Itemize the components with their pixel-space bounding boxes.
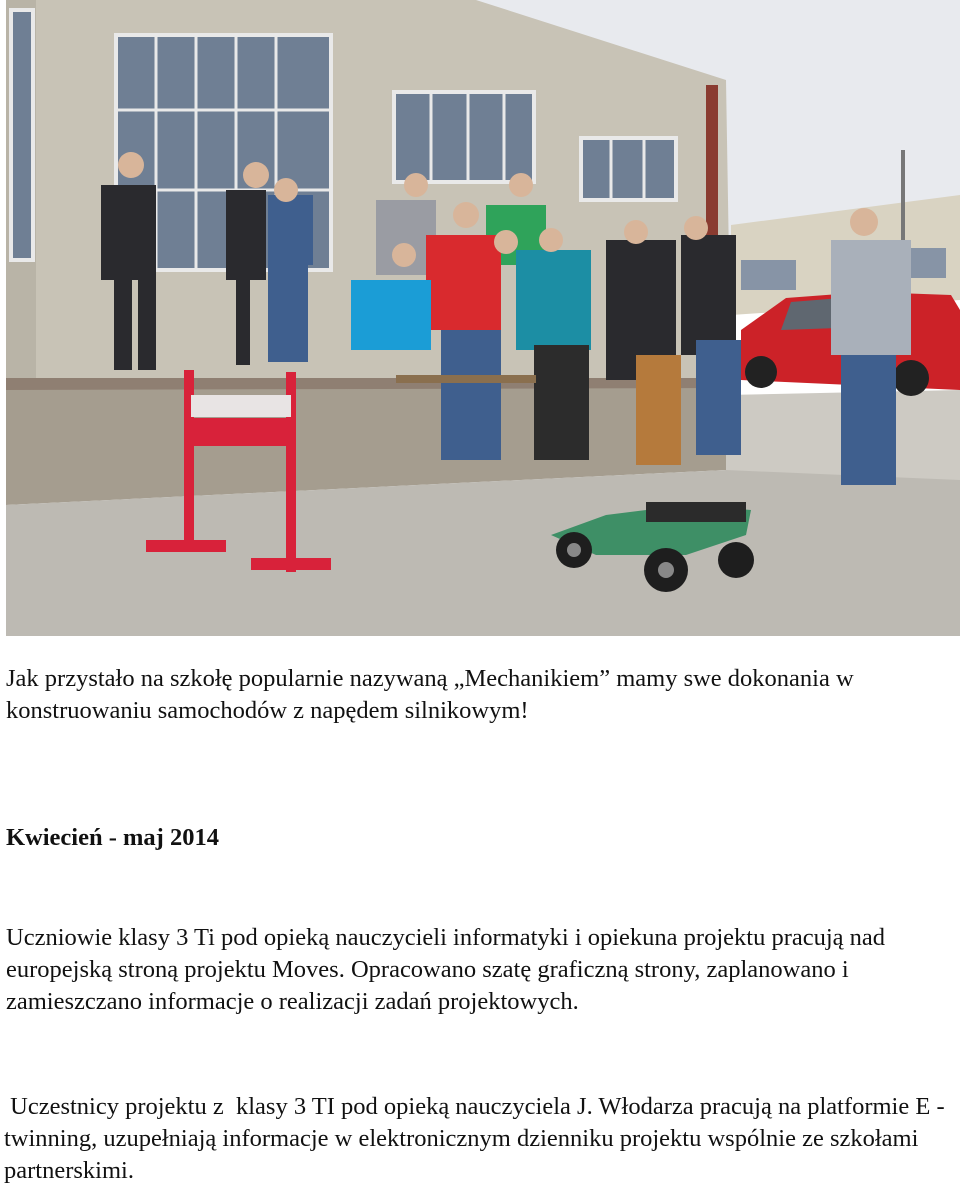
event-photo [6, 0, 960, 636]
section-heading: Kwiecień - maj 2014 [6, 824, 219, 851]
intro-paragraph: Jak przystało na szkołę popularnie nazywaną „Mechanikiem” mamy swe dokonania w konstruowaniu samochodów z napędem silnikowym! [6, 665, 854, 724]
body-paragraph-2: Uczestnicy projektu z klasy 3 TI pod opieką nauczyciela J. Włodarza pracują na platformie E - twinning, uzupełniają informacje w elektronicznym dzienniku projektu wspólnie ze szkołami partnerskimi. [4, 1093, 951, 1184]
body-paragraph-1: Uczniowie klasy 3 Ti pod opieką nauczycieli informatyki i opiekuna projektu pracują nad europejską stroną projektu Moves. Opracowano szatę graficzną strony, zaplanowano i zamieszczano informacje o realizacji zadań projektowych. [6, 924, 886, 1015]
photo-illustration [6, 0, 960, 636]
